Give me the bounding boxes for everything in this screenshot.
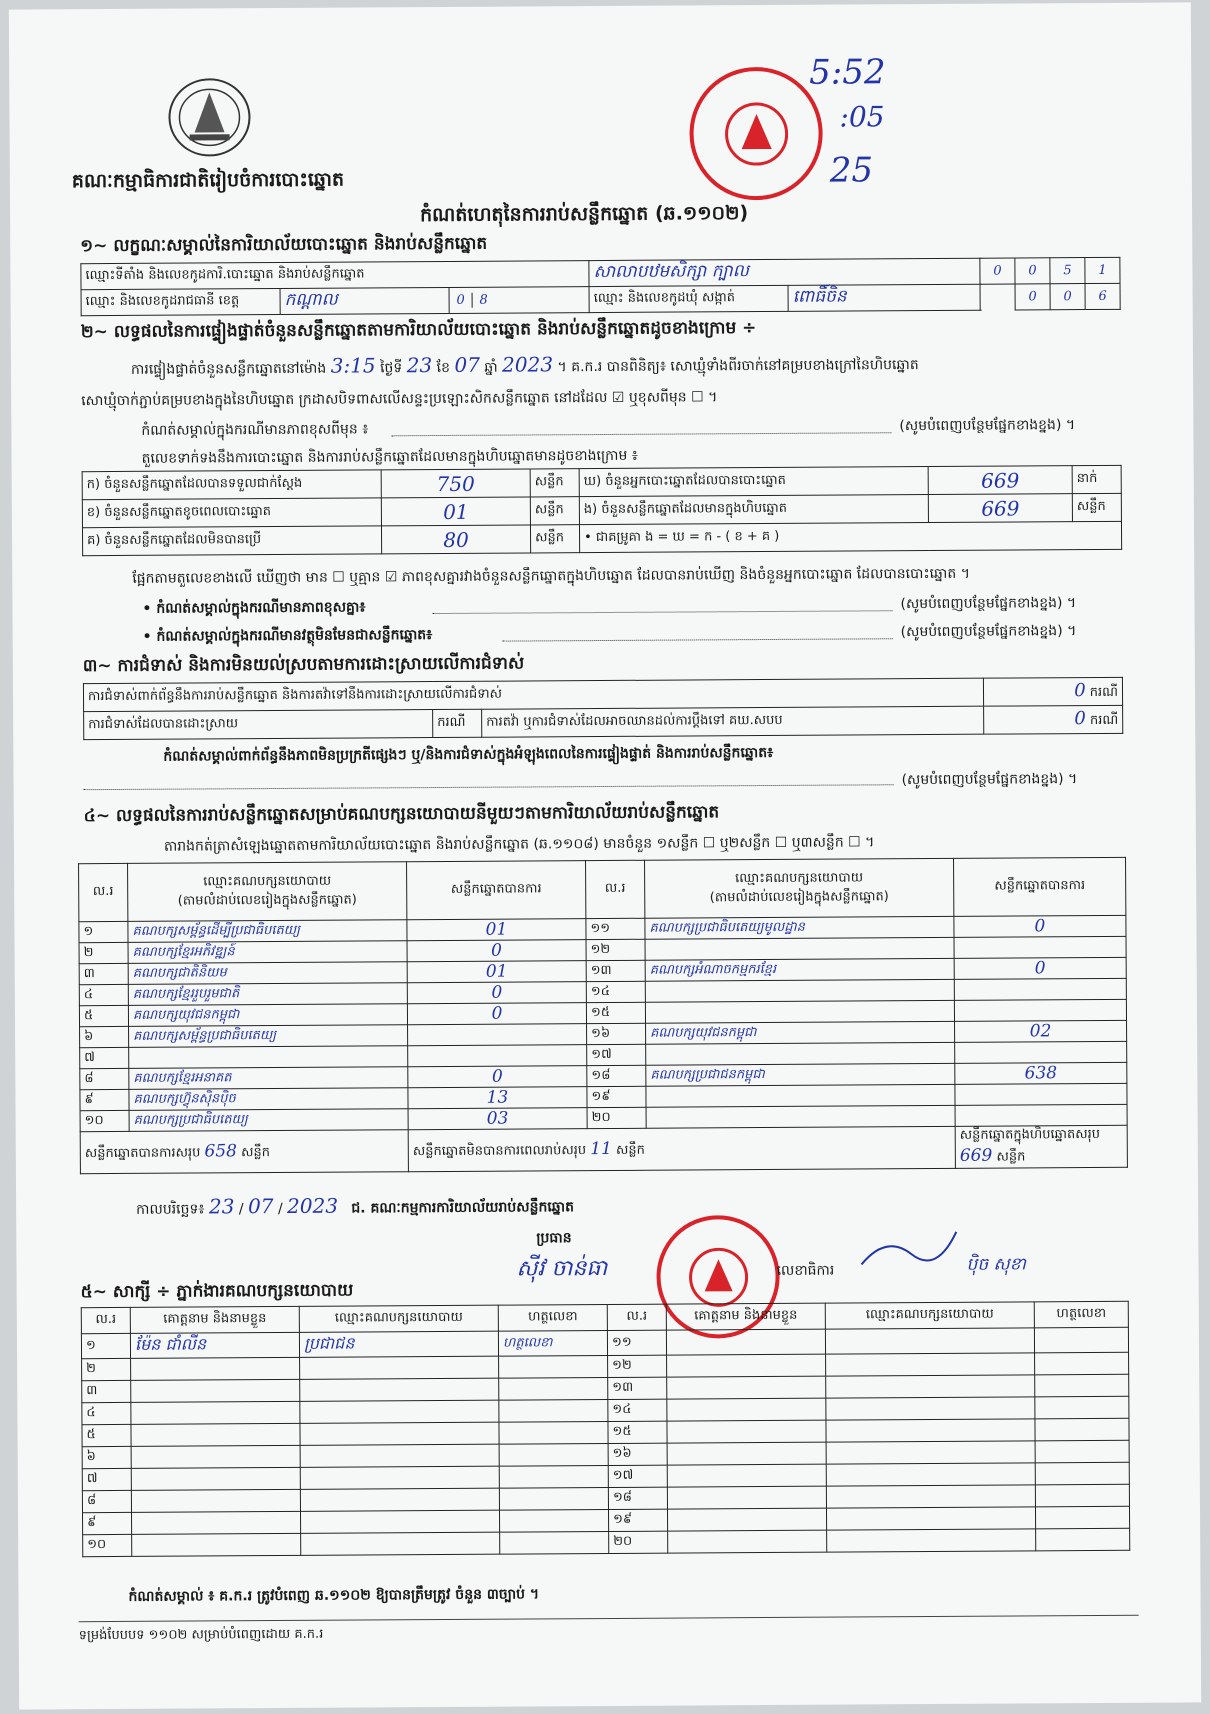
party-name: គណបក្សហ៊្វុនស៊ិនប៉ិច [129,1088,408,1111]
party-name [129,1046,408,1069]
vote-count: 0 [407,982,586,1004]
col-name: គោត្តនាម និងនាមខ្លួន [130,1306,299,1333]
row-no: ៨ [82,1490,131,1512]
col-no: ល.រ [81,1307,130,1333]
date-line: កាលបរិច្ឆេទ៖ 23 / 07 / 2023 ជ. គណៈកម្មការការិយាល័យរាប់សន្លឹកឆ្នោត [136,1193,575,1219]
month-value: 07 [454,352,480,377]
vote-count [954,999,1126,1021]
row-no: ១៨ [587,1065,646,1086]
party-name: គណបក្សប្រជាធិបតេយ្យមូលដ្ឋាន [645,916,954,939]
row-no: ៤ [82,1402,131,1424]
col-no: ល.រ [586,860,645,918]
unit: សន្លឹក [241,1144,271,1160]
date-day: 23 [208,1194,235,1219]
col-no: ល.រ [79,863,128,921]
fill-note: (សូមបំពេញបន្ថែមផ្នែកខាងខ្នង) ។ [901,771,1078,789]
sum1-label: សន្លឹកឆ្នោតបានការសរុប [84,1144,201,1161]
code-digit: 0 [1050,284,1085,310]
row-no: ៣ [82,1380,131,1402]
count-left-unit: សន្លឹក [530,497,579,525]
party-name [646,1105,955,1128]
col-name: គោត្តនាម និងនាមខ្លួន [666,1303,825,1330]
col-party: ឈ្មោះគណបក្សនយោបាយ [299,1305,498,1332]
count-right-value: 669 [928,466,1072,495]
text: ការផ្ទៀងផ្ទាត់ចំនួនសន្លឹកឆ្នោតនៅម៉ោង [130,360,327,378]
secretary-signature-icon [856,1224,966,1275]
row-no: ១៥ [586,1002,645,1023]
row-no: ១៨ [608,1487,667,1509]
col-party-sub: (តាមលំដាប់លេខរៀងក្នុងសន្លឹកឆ្នោត) [709,888,889,905]
vote-count [955,1104,1127,1126]
fill-note: (សូមបំពេញបន្ថែមផ្នែកខាងខ្នង) ។ [900,595,1077,613]
party-name: គណបក្សខ្មែររួបរួមជាតិ [128,983,407,1006]
vote-count: 02 [955,1020,1127,1042]
chair-label: ប្រធាន [536,1230,572,1247]
party-name: គណបក្សយុវជនកម្ពុជា [128,1004,407,1027]
count-left-label: ខ) ចំនួនសន្លឹកឆ្នោតខូចពេលបោះឆ្នោត [82,498,381,528]
sec3-heading: ៣~ ការជំទាស់ និងការមិនយល់ស្របតាមការដោះស្រាយលើការជំទាស់ [82,653,525,677]
col-party: ឈ្មោះគណបក្សនយោបាយ [825,1302,1034,1329]
row1-value: សាលាបឋមសិក្សា ក្បាល [589,258,980,286]
row-no: ១៩ [587,1086,646,1107]
handwritten-note-1: 5:52 [809,52,886,93]
dotted-line [433,610,893,614]
sum2-label: សន្លឹកឆ្នោតមិនបានការពេលរាប់សរុប [412,1142,587,1159]
code-digit: 5 [1050,258,1085,284]
code-digit: 0 [450,293,473,308]
row-no: ៥ [79,1005,128,1026]
party-name: គណបក្សសម្ព័ន្ធប្រជាធិបតេយ្យ [129,1025,408,1048]
handwritten-note-3: 25 [829,150,874,191]
text: ។ គ.ក.រ បានពិនិត្យ៖ សោឃ្មុំទាំងពីរចាក់នៅគម្របខាងក្រៅនៃហិបឆ្នោត [557,357,919,376]
party-name [646,1084,955,1107]
party-name: គណបក្សជាតិនិយម [128,962,407,985]
row-no: ២០ [587,1107,646,1128]
text: ថ្ងៃទី [380,360,403,377]
vote-count: 01 [407,961,586,983]
sec3-row2b-value: 0 [1074,708,1086,730]
vote-count: 0 [954,957,1126,979]
count-left-label: គ) ចំនួនសន្លឹកឆ្នោតដែលមិនបានប្រើ [82,526,381,556]
vote-count [954,936,1126,958]
bottom-divider [79,1615,1139,1622]
sum2-value: 11 [590,1138,612,1159]
unit: ករណី [433,709,482,737]
witness-party: ប្រជាជន [299,1331,498,1357]
text: ខែ [436,359,451,377]
vote-count: 01 [407,919,586,941]
party-name [646,1042,955,1065]
party-name [645,979,954,1002]
sec1-table [80,257,1120,316]
party-name: គណបក្សអំណាចកម្មករខ្មែរ [645,958,954,981]
row-no: ១៧ [587,1044,646,1065]
dotted-line [84,784,894,790]
count-left-unit: សន្លឹក [530,469,579,497]
witness-name: ម៉ែន ជាំលីន [130,1332,299,1358]
secretary-label: លេខាធិការ [776,1262,835,1279]
row-no: ៥ [82,1424,131,1446]
unit: ករណី [1089,684,1119,701]
vote-count [954,978,1126,1000]
col-party: ឈ្មោះគណបក្សនយោបាយ [203,873,332,889]
row-no: ១៦ [587,1023,646,1044]
row2-value2: ពោធិ៍ចិន [788,284,980,311]
row-no: ៩ [80,1089,129,1110]
row-no: ៩ [83,1512,132,1534]
party-name: គណបក្សសម្ព័ន្ធដើម្បីប្រជាធិបតេយ្យ [128,920,407,943]
date-label: កាលបរិច្ឆេទ៖ [136,1201,205,1218]
row-no: ១៥ [608,1421,667,1443]
witness-table [81,1301,1131,1557]
count-row [82,521,1121,555]
row-no: ២០ [609,1531,668,1553]
count-right-unit: សន្លឹក [1072,493,1121,521]
code-digit: 1 [1085,257,1120,283]
row2-label: ឈ្មោះ និងលេខកូដរាជធានី ខេត្ត [81,288,280,315]
sec1-heading: ១~ លក្ខណៈសម្គាល់នៃការិយាល័យបោះឆ្នោត និងរាប់សន្លឹកឆ្នោត [80,233,488,257]
unit: ករណី [1089,712,1119,729]
vote-count [955,1041,1127,1063]
fill-note: (សូមបំពេញបន្ថែមផ្នែកខាងខ្នង) ។ [899,417,1076,435]
sec2-line2: សោឃ្មុំចាក់ភ្ជាប់គម្របខាងក្នុងនៃហិបឆ្នោត ក្រដាសបិទពាសលើសន្ទះប្រឡោះសិកសន្លឹកឆ្នោត នៅដដែល ☑ ឬខុសពីមុន ☐ ។ [81,389,718,410]
count-right-unit: នាក់ [1072,465,1121,493]
sec3-table [83,677,1123,740]
footnote: កំណត់សម្គាល់ ៖ គ.ក.រ ត្រូវបំពេញ ឆ.១១០២ ឱ្យបានត្រឹមត្រូវ ចំនួន ៣ច្បាប់ ។ [128,1586,540,1605]
vote-count: 0 [407,940,586,962]
row-no: ១៧ [608,1465,667,1487]
row-no: ១៦ [608,1443,667,1465]
form-title: កំណត់ហេតុនៃការរាប់សន្លឹកឆ្នោត (ឆ.១១០២) [420,202,749,227]
dotted-line [391,432,891,436]
date-year: 2023 [287,1193,339,1218]
row-no: ១៣ [608,1377,667,1399]
vote-count: 0 [408,1066,587,1088]
party-name: គណបក្សខ្មែរអភិវឌ្ឍន៍ [128,941,407,964]
year-value: 2023 [502,352,554,377]
sum3-value: 669 [959,1145,993,1166]
sec4-heading: ៤~ លទ្ធផលនៃការរាប់សន្លឹកឆ្នោតសម្រាប់គណបក្សនយោបាយនីមួយៗតាមការិយាល័យរាប់សន្លឹកឆ្នោត [83,802,720,827]
count-left-value: 01 [381,497,530,526]
committee-label: ជ. គណៈកម្មការការិយាល័យរាប់សន្លឹកឆ្នោត [351,1199,575,1217]
vote-count: 638 [955,1062,1127,1084]
col-party-sub: (តាមលំដាប់លេខរៀងក្នុងសន្លឹកឆ្នោត) [177,892,357,909]
handwritten-note-2: :05 [839,100,885,134]
time-value: 3:15 [330,353,376,378]
sec3-row2b: ការតវ៉ា ឬការជំទាស់ដែលអាចឈានដល់ការប្ដឹងទៅ គឃ.សបប [482,706,984,737]
row-no: ១១ [586,918,645,939]
sec2-line1 [131,349,1121,381]
count-table [82,465,1122,556]
sec3-row1: ការជំទាស់ពាក់ព័ន្ធនឹងការរាប់សន្លឹកឆ្នោត និងការតវ៉ាទៅនឹងការដោះស្រាយលើការជំទាស់ [83,678,983,711]
col-votes: សន្លឹកឆ្នោតបានការ [407,861,586,920]
row-no: ៣ [79,963,128,984]
vote-count [955,1083,1127,1105]
code-digit: 0 [1015,284,1050,310]
col-votes: សន្លឹកឆ្នោតបានការ [954,857,1126,916]
row2-label2: ឈ្មោះ និងលេខកូដឃុំ សង្កាត់ [589,285,788,312]
count-left-label: ក) ចំនួនសន្លឹកឆ្នោតដែលបានទទួលជាក់ស្ដែង [82,470,381,500]
org-name: គណៈកម្មាធិការជាតិរៀបចំការបោះឆ្នោត [71,168,345,193]
party-name [645,937,954,960]
row-no: ២ [82,1358,131,1380]
row-no: ៦ [82,1446,131,1468]
row-no: ៦ [80,1026,129,1047]
vote-count: 03 [408,1108,587,1130]
count-right-label: ឃ) ចំនួនអ្នកបោះឆ្នោតដែលបានបោះឆ្នោត [579,467,928,497]
day-value: 23 [406,353,433,378]
vote-count: 13 [408,1087,587,1109]
sum3-label: សន្លឹកឆ្នោតក្នុងហិបឆ្នោតសរុប [959,1126,1101,1143]
row-no: ១ [81,1333,130,1358]
dotted-line [503,638,893,641]
row1-label: ឈ្មោះទីតាំង និងលេខកូដការិ.បោះឆ្នោត និងរាប់សន្លឹកឆ្នោត [81,261,589,290]
row-no: ៧ [80,1047,129,1068]
row-no: ១៣ [586,960,645,981]
form-footer: ទម្រង់បែបបទ ១១០២ សម្រាប់បំពេញដោយ គ.ក.រ [78,1626,324,1644]
row-no: ៤ [79,984,128,1005]
party-name [645,1000,954,1023]
official-stamp-icon [689,67,823,201]
unit: សន្លឹក [996,1149,1026,1165]
vote-count: 0 [954,915,1126,937]
col-no: ល.រ [607,1304,666,1330]
results-table [78,857,1128,1174]
row-no: ១៤ [608,1399,667,1421]
bullet-2: • កំណត់សម្គាល់ក្នុងករណីមានវត្ថុមិនមែនជាសន្លឹកឆ្នោត៖ [142,627,433,645]
chair-name: ស៊ីវ ចាន់ធា [516,1255,608,1282]
code-digit: 8 [479,292,488,308]
vote-count: 0 [407,1003,586,1025]
party-name: គណបក្សប្រជាជនកម្ពុជា [646,1063,955,1086]
row-no: ១២ [586,939,645,960]
code-digit: 0 [980,258,1015,284]
count-right-label: ង) ចំនួនសន្លឹកឆ្នោតដែលមានក្នុងហិបឆ្នោត [579,495,928,525]
bullet-1: • កំណត់សម្គាល់ក្នុងករណីមានភាពខុសគ្នា៖ [142,599,366,617]
sec3-row2a: ការជំទាស់ដែលបានដោះស្រាយ [84,710,433,740]
witness-signature: ហត្ថលេខា [498,1330,607,1356]
party-name: គណបក្សប្រជាធិបតេយ្យ [129,1109,408,1132]
count-formula: • ជាគម្រូគា ង = ឃ = ក - ( ខ + គ ) [579,521,1121,552]
unit: សន្លឹក [615,1142,645,1158]
row-no: ១១ [607,1330,666,1355]
row-no: ៨ [80,1068,129,1089]
sec2-heading: ២~ លទ្ធផលនៃការផ្ទៀងផ្ទាត់ចំនួនសន្លឹកឆ្នោតតាមការិយាល័យបោះឆ្នោត និងរាប់សន្លឹកឆ្នោតដូចខាងក្រោម ÷ [80,318,757,343]
date-month: 07 [247,1194,274,1219]
sum1-value: 658 [204,1140,237,1161]
row2-value: កណ្ដាល [280,287,449,314]
code-digit: 0 [1015,258,1050,284]
sec3-row1-value: 0 [1074,680,1086,702]
col-sign: ហត្ថលេខា [1034,1301,1128,1328]
sec2-note-label: កំណត់សម្គាល់ក្នុងករណីមានភាពខុសពីមុន ៖ [141,421,369,439]
sec5-heading: ៥~ សាក្សី ÷ ភ្នាក់ងារគណបក្សនយោបាយ [80,1280,354,1303]
party-name: គណបក្សខ្មែរអនាគត [129,1067,408,1090]
row-no: ១៩ [608,1509,667,1531]
sec4-intro: តារាងកត់ត្រាសំឡេងឆ្នោតតាមការិយាល័យបោះឆ្នោត និងរាប់សន្លឹកឆ្នោត (ឆ.១១០៨) មានចំនួន ១សន្លឹក ☐ ឬ២សន្លឹក ☐ ឬ៣សន្លឹក ☐ ។ [163,834,875,855]
col-sign: ហត្ថលេខា [498,1304,607,1331]
document-sheet [9,2,1201,1709]
text: ឆ្នាំ [484,359,498,376]
vote-count [408,1024,587,1046]
vote-count [408,1045,587,1067]
count-left-unit: សន្លឹក [530,525,579,553]
row-no: ១០ [80,1110,129,1131]
row-no: ៧ [82,1468,131,1490]
row-no: ១ [79,921,128,942]
after-text: ផ្អែកតាមតួលេខខាងលើ ឃើញថា មាន ☐ ឬគ្មាន ☑ ភាពខុសគ្នារវាងចំនួនសន្លឹកឆ្នោតក្នុងហិបឆ្នោត ដែលបានរាប់ឃើញ និងចំនួនអ្នកបោះឆ្នោត ដែលបានបោះឆ្នោត ។ [132,565,970,587]
col-party: ឈ្មោះគណបក្សនយោបាយ [735,869,864,886]
row-no: ១០ [83,1534,132,1556]
nec-emblem-icon [159,72,260,163]
row-no: ២ [79,942,128,963]
count-right-value: 669 [928,494,1072,523]
row-no: ១២ [608,1355,667,1377]
count-left-value: 80 [381,525,530,554]
count-left-value: 750 [381,469,530,498]
count-intro: តួលេខទាក់ទងនឹងការបោះឆ្នោត និងការរាប់សន្លឹកឆ្នោតដែលមានក្នុងហិបឆ្នោតមានដូចខាងក្រោម ៖ [141,447,638,467]
row-no: ១៤ [586,981,645,1002]
sec3-note: កំណត់សម្គាល់ពាក់ព័ន្ធនឹងភាពមិនប្រក្រតីផ្សេងៗ ឬ/និងការជំទាស់ក្នុងអំឡុងពេលនៃការផ្ទៀងផ្ទាត់ និងការរាប់សន្លឹកឆ្នោត៖ [163,744,774,765]
party-name: គណបក្សយុវជនកម្ពុជា [646,1021,955,1044]
fill-note: (សូមបំពេញបន្ថែមផ្នែកខាងខ្នង) ។ [900,623,1077,641]
code-digit: 6 [1085,283,1120,309]
secretary-name: ប៉ិច សុខា [966,1254,1026,1275]
